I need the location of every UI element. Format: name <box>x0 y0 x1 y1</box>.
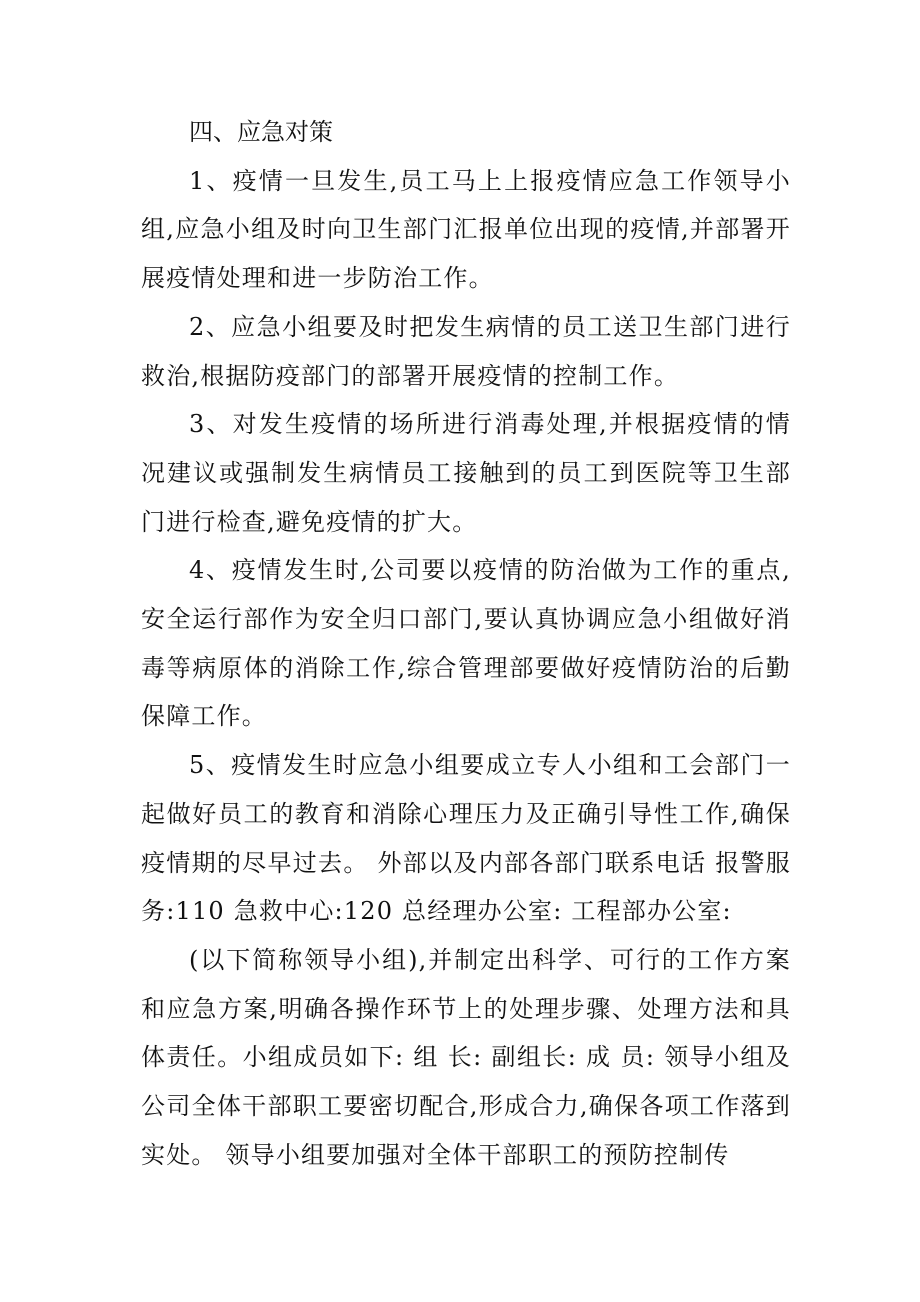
paragraph-3: 3、对发生疫情的场所进行消毒处理,并根据疫情的情况建议或强制发生病情员工接触到的员工到医院等卫生部门进行检查,避免疫情的扩大。 <box>141 410 791 536</box>
paragraph-5: 5、疫情发生时应急小组要成立专人小组和工会部门一起做好员工的教育和消除心理压力及正确引导性工作,确保疫情期的尽早过去。 外部以及内部各部门联系电话 报警服务:110 急救中心:120 总经理办公室: 工程部办公室: <box>141 751 791 926</box>
paragraph-4: 4、疫情发生时,公司要以疫情的防治做为工作的重点,安全运行部作为安全归口部门,要认真协调应急小组做好消毒等病原体的消除工作,综合管理部要做好疫情防治的后勤保障工作。 <box>141 556 791 731</box>
paragraph-1: 1、疫情一旦发生,员工马上上报疫情应急工作领导小组,应急小组及时向卫生部门汇报单位出现的疫情,并部署开展疫情处理和进一步防治工作。 <box>141 166 791 293</box>
section-heading: 四、应急对策 <box>189 118 333 146</box>
paragraph-2: 2、应急小组要及时把发生病情的员工送卫生部门进行救治,根据防疫部门的部署开展疫情的控制工作。 <box>141 312 791 390</box>
document-body <box>141 108 791 1179</box>
paragraph-6: (以下简称领导小组),并制定出科学、可行的工作方案和应急方案,明确各操作环节上的处理步骤、处理方法和具体责任。小组成员如下: 组 长: 副组长: 成 员: 领导小组及公司全体干部职工要密切配合,形成合力,确保各项工作落到实处。 领导小组要加强对全体干部职工的预防控制传 <box>141 945 791 1169</box>
